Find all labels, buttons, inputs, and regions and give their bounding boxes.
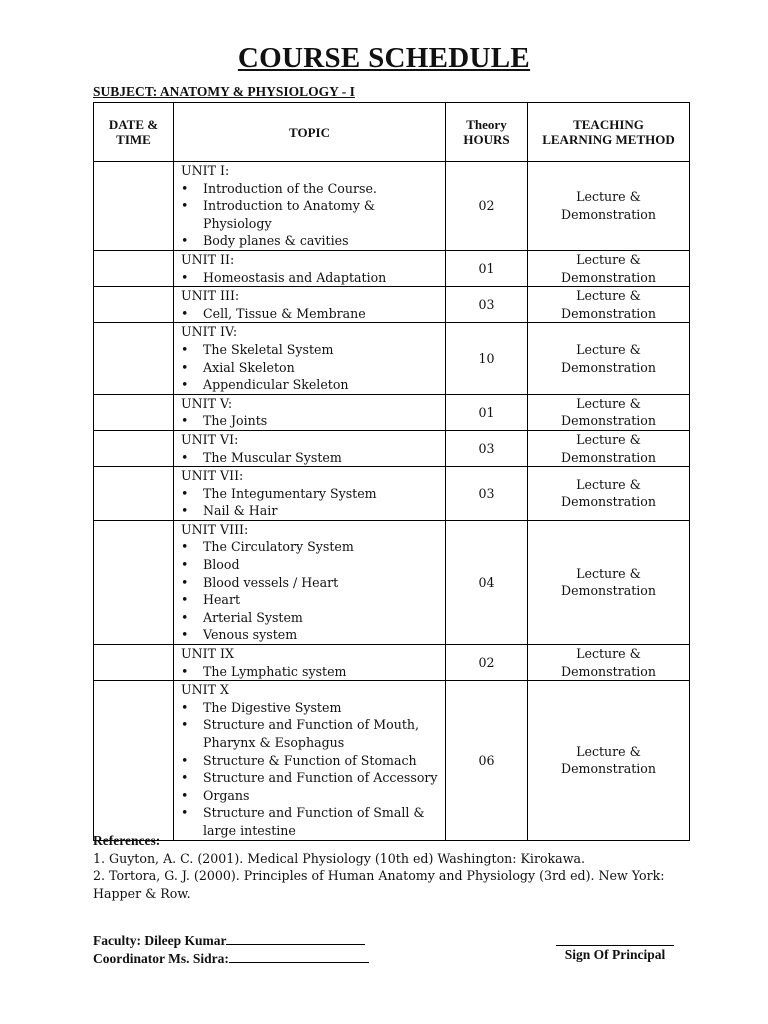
topic-list <box>181 180 441 250</box>
topic-item: • The Skeletal System <box>181 341 441 359</box>
teaching-method-cell <box>528 287 690 323</box>
date-time-cell <box>94 430 174 466</box>
topic-item: • The Joints <box>181 412 441 430</box>
teaching-method-cell <box>528 645 690 681</box>
topic-cell <box>174 430 446 466</box>
teaching-method-cell <box>528 681 690 840</box>
faculty-line <box>93 932 369 950</box>
header-topic: TOPIC <box>174 103 446 162</box>
theory-hours-cell: 02 <box>446 645 528 681</box>
topic-item: • Appendicular Skeleton <box>181 376 441 394</box>
unit-title: UNIT II: <box>181 251 235 267</box>
unit-title: UNIT VI: <box>181 431 239 447</box>
method-line: Demonstration <box>560 583 657 599</box>
date-time-cell <box>94 394 174 430</box>
topic-item: • Structure and Function of Mouth, Pharynx & Esophagus <box>181 716 441 751</box>
topic-list <box>181 699 441 840</box>
topic-list <box>181 538 441 644</box>
table-row <box>94 520 690 644</box>
teaching-method-cell <box>528 323 690 394</box>
date-time-cell <box>94 520 174 644</box>
coordinator-label: Coordinator Ms. Sidra: <box>93 951 229 966</box>
table-row <box>94 430 690 466</box>
topic-list <box>181 341 441 394</box>
topic-item: • Arterial System <box>181 609 441 627</box>
method-line: Lecture & <box>576 743 641 759</box>
topic-item: • Structure and Function of Small & large intestine <box>181 804 441 839</box>
unit-title: UNIT IV: <box>181 324 238 340</box>
date-time-cell <box>94 162 174 251</box>
principal-signature-block <box>556 932 674 964</box>
date-time-cell <box>94 681 174 840</box>
topic-item: • Homeostasis and Adaptation <box>181 269 441 287</box>
topic-item: • Blood <box>181 556 441 574</box>
method-line: Demonstration <box>560 494 657 510</box>
method-line: Lecture & <box>576 189 641 205</box>
unit-title: UNIT V: <box>181 395 233 411</box>
table-row <box>94 394 690 430</box>
topic-item: • Blood vessels / Heart <box>181 574 441 592</box>
header-theory-hours: Theory HOURS <box>446 103 528 162</box>
date-time-cell <box>94 287 174 323</box>
teaching-method-cell <box>528 162 690 251</box>
table-row <box>94 287 690 323</box>
unit-title: UNIT I: <box>181 163 230 178</box>
topic-list <box>181 485 441 520</box>
teaching-method-cell <box>528 394 690 430</box>
table-row <box>94 162 690 251</box>
method-line: Lecture & <box>576 341 641 357</box>
references-heading: References: <box>93 833 161 848</box>
topic-item: • Venous system <box>181 626 441 644</box>
date-time-cell <box>94 467 174 521</box>
teaching-method-cell <box>528 430 690 466</box>
method-line: Lecture & <box>576 476 641 492</box>
topic-cell <box>174 681 446 840</box>
header-date-time: DATE & TIME <box>94 103 174 162</box>
method-line: Lecture & <box>576 395 641 411</box>
method-line: Demonstration <box>560 206 657 222</box>
method-line: Lecture & <box>576 431 641 447</box>
theory-hours-cell: 01 <box>446 394 528 430</box>
teaching-method-cell <box>528 250 690 286</box>
topic-item: • The Digestive System <box>181 699 441 717</box>
table-row <box>94 323 690 394</box>
method-line: Demonstration <box>560 269 657 285</box>
topic-cell <box>174 520 446 644</box>
signature-block-left <box>93 932 369 968</box>
teaching-method-cell <box>528 520 690 644</box>
unit-title: UNIT III: <box>181 288 240 304</box>
unit-title: UNIT X <box>181 682 229 698</box>
method-line: Demonstration <box>560 449 657 465</box>
topic-item: • Cell, Tissue & Membrane <box>181 305 441 323</box>
theory-hours-cell: 03 <box>446 430 528 466</box>
theory-hours-cell: 03 <box>446 467 528 521</box>
reference-item: 1. Guyton, A. C. (2001). Medical Physiology (10th ed) Washington: Kirokawa. <box>93 850 585 866</box>
date-time-cell <box>94 250 174 286</box>
topic-item: • Organs <box>181 787 441 805</box>
topic-cell <box>174 467 446 521</box>
topic-list <box>181 269 441 287</box>
coordinator-line <box>93 950 369 968</box>
topic-cell <box>174 162 446 251</box>
topic-cell <box>174 250 446 286</box>
faculty-label: Faculty: Dileep Kumar <box>93 933 227 948</box>
date-time-cell <box>94 323 174 394</box>
subject-heading: SUBJECT: ANATOMY & PHYSIOLOGY - I <box>93 84 355 99</box>
table-row <box>94 645 690 681</box>
unit-title: UNIT IX <box>181 646 234 662</box>
unit-title: UNIT VIII: <box>181 521 249 537</box>
coordinator-signature-blank <box>229 950 369 963</box>
topic-item: • Body planes & cavities <box>181 232 441 250</box>
theory-hours-cell: 03 <box>446 287 528 323</box>
topic-item: • Nail & Hair <box>181 502 441 520</box>
teaching-method-cell <box>528 467 690 521</box>
date-time-cell <box>94 645 174 681</box>
table-row <box>94 681 690 840</box>
table-header-row <box>94 103 690 162</box>
topic-item: • Structure & Function of Stomach <box>181 752 441 770</box>
principal-label: Sign Of Principal <box>564 947 666 962</box>
theory-hours-cell: 10 <box>446 323 528 394</box>
header-teaching-method: TEACHING LEARNING METHOD <box>528 103 690 162</box>
reference-item: 2. Tortora, G. J. (2000). Principles of Human Anatomy and Physiology (3rd ed). New York: Happer & Row. <box>93 868 665 901</box>
method-line: Lecture & <box>576 288 641 304</box>
topic-list <box>181 412 441 430</box>
topic-list <box>181 449 441 467</box>
topic-item: • The Muscular System <box>181 449 441 467</box>
page-title: COURSE SCHEDULE <box>237 42 531 74</box>
method-line: Demonstration <box>560 413 657 429</box>
theory-hours-cell: 02 <box>446 162 528 251</box>
course-schedule-table <box>93 102 690 841</box>
method-line: Demonstration <box>560 359 657 375</box>
topic-item: • The Integumentary System <box>181 485 441 503</box>
topic-item: • The Lymphatic system <box>181 663 441 681</box>
table-row <box>94 250 690 286</box>
unit-title: UNIT VII: <box>181 468 244 484</box>
topic-cell <box>174 323 446 394</box>
topic-item: • Heart <box>181 591 441 609</box>
topic-list <box>181 663 441 681</box>
topic-item: • The Circulatory System <box>181 538 441 556</box>
method-line: Lecture & <box>576 646 641 662</box>
topic-cell <box>174 645 446 681</box>
method-line: Lecture & <box>576 565 641 581</box>
theory-hours-cell: 06 <box>446 681 528 840</box>
topic-cell <box>174 287 446 323</box>
method-line: Lecture & <box>576 251 641 267</box>
method-line: Demonstration <box>560 663 657 679</box>
topic-item: • Structure and Function of Accessory <box>181 769 441 787</box>
topic-item: • Axial Skeleton <box>181 359 441 377</box>
theory-hours-cell: 04 <box>446 520 528 644</box>
method-line: Demonstration <box>560 305 657 321</box>
faculty-signature-blank <box>226 932 365 945</box>
topic-item: • Introduction of the Course. <box>181 180 441 198</box>
references-section <box>93 832 693 902</box>
theory-hours-cell: 01 <box>446 250 528 286</box>
table-row <box>94 467 690 521</box>
topic-list <box>181 305 441 323</box>
topic-item: • Introduction to Anatomy & Physiology <box>181 197 441 232</box>
method-line: Demonstration <box>560 761 657 777</box>
topic-cell <box>174 394 446 430</box>
